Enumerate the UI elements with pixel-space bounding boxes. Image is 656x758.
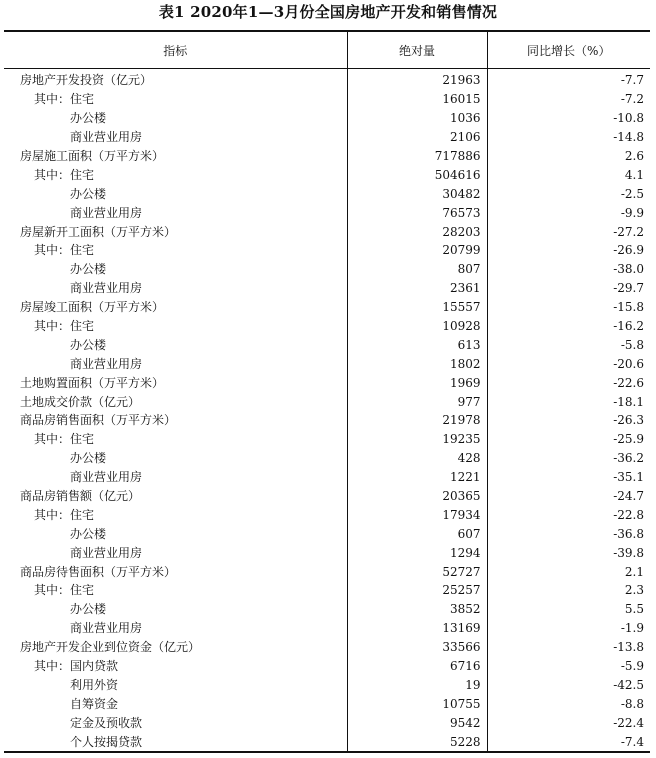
table-row — [4, 543, 650, 562]
row-indicator: 商业营业用房 — [70, 356, 143, 371]
row-indicator: 商品房销售面积（万平方米） — [20, 413, 177, 428]
row-growth: -22.4 — [487, 713, 650, 732]
row-growth: -42.5 — [487, 676, 650, 695]
row-absolute-value: 21963 — [347, 69, 487, 90]
row-absolute-value: 613 — [347, 335, 487, 354]
row-growth: -7.7 — [487, 69, 650, 90]
table-row — [4, 260, 650, 279]
row-growth: 5.5 — [487, 600, 650, 619]
row-absolute-value: 504616 — [347, 165, 487, 184]
row-growth: -26.3 — [487, 411, 650, 430]
row-growth: 2.3 — [487, 581, 650, 600]
table-row — [4, 562, 650, 581]
row-growth: -36.2 — [487, 449, 650, 468]
row-indicator: 其中：住宅 — [34, 583, 95, 598]
row-indicator: 房地产开发投资（亿元） — [20, 73, 153, 88]
row-growth: -26.9 — [487, 241, 650, 260]
row-growth: -5.8 — [487, 335, 650, 354]
row-indicator: 办公楼 — [70, 262, 107, 277]
table-row — [4, 165, 650, 184]
row-absolute-value: 9542 — [347, 713, 487, 732]
row-indicator: 办公楼 — [70, 602, 107, 617]
row-absolute-value: 21978 — [347, 411, 487, 430]
row-growth: -25.9 — [487, 430, 650, 449]
row-growth: -20.6 — [487, 354, 650, 373]
row-absolute-value: 33566 — [347, 638, 487, 657]
row-absolute-value: 717886 — [347, 147, 487, 166]
row-absolute-value: 1802 — [347, 354, 487, 373]
table-row — [4, 90, 650, 109]
table-title: 表1 2020年1—3月份全国房地产开发和销售情况 — [158, 3, 498, 21]
row-indicator: 商业营业用房 — [70, 621, 143, 636]
row-absolute-value: 10755 — [347, 694, 487, 713]
table-row — [4, 184, 650, 203]
row-absolute-value: 30482 — [347, 184, 487, 203]
row-absolute-value: 20365 — [347, 487, 487, 506]
table-row — [4, 581, 650, 600]
row-growth: -1.9 — [487, 619, 650, 638]
table-row — [4, 354, 650, 373]
row-growth: -15.8 — [487, 298, 650, 317]
row-indicator: 利用外资 — [70, 677, 119, 692]
row-absolute-value: 428 — [347, 449, 487, 468]
table-row — [4, 335, 650, 354]
row-indicator: 其中：住宅 — [34, 92, 95, 107]
table-row — [4, 147, 650, 166]
row-absolute-value: 977 — [347, 392, 487, 411]
table-row — [4, 430, 650, 449]
row-absolute-value: 2106 — [347, 128, 487, 147]
row-indicator: 办公楼 — [70, 337, 107, 352]
row-absolute-value: 17934 — [347, 505, 487, 524]
row-growth: -27.2 — [487, 222, 650, 241]
row-indicator: 房地产开发企业到位资金（亿元） — [20, 640, 201, 655]
header-row — [4, 31, 650, 69]
table-row — [4, 638, 650, 657]
row-absolute-value: 28203 — [347, 222, 487, 241]
table-row — [4, 694, 650, 713]
table-row — [4, 373, 650, 392]
row-indicator: 其中：住宅 — [34, 167, 95, 182]
table-row — [4, 619, 650, 638]
table-row — [4, 317, 650, 336]
table-row — [4, 109, 650, 128]
row-absolute-value: 19 — [347, 676, 487, 695]
row-absolute-value: 1969 — [347, 373, 487, 392]
table-row — [4, 600, 650, 619]
row-indicator: 房屋施工面积（万平方米） — [20, 149, 165, 163]
table-row — [4, 241, 650, 260]
table-row — [4, 69, 650, 90]
row-absolute-value: 25257 — [347, 581, 487, 600]
header-indicator: 指标 — [4, 31, 347, 69]
row-growth: -39.8 — [487, 543, 650, 562]
row-indicator: 商业营业用房 — [70, 130, 143, 145]
row-indicator: 商品房待售面积（万平方米） — [20, 564, 177, 579]
row-indicator: 其中：住宅 — [34, 432, 95, 447]
row-absolute-value: 16015 — [347, 90, 487, 109]
table-row — [4, 524, 650, 543]
row-indicator: 土地成交价款（亿元） — [20, 394, 141, 409]
row-indicator: 个人按揭贷款 — [4, 732, 347, 752]
table-row — [4, 449, 650, 468]
row-growth: -22.6 — [487, 373, 650, 392]
row-indicator: 商品房销售额（亿元） — [20, 489, 141, 504]
row-growth: -9.9 — [487, 203, 650, 222]
table-row — [4, 657, 650, 676]
row-absolute-value: 3852 — [347, 600, 487, 619]
table-row — [4, 128, 650, 147]
row-absolute-value: 20799 — [347, 241, 487, 260]
row-growth: -29.7 — [487, 279, 650, 298]
row-absolute-value: 5228 — [347, 732, 487, 752]
row-indicator: 房屋竣工面积（万平方米） — [20, 300, 165, 315]
row-growth: -14.8 — [487, 128, 650, 147]
row-indicator: 房屋新开工面积（万平方米） — [20, 224, 177, 239]
row-indicator: 土地购置面积（万平方米） — [20, 375, 165, 390]
row-absolute-value: 2361 — [347, 279, 487, 298]
row-growth: -13.8 — [487, 638, 650, 657]
row-absolute-value: 76573 — [347, 203, 487, 222]
row-absolute-value: 1036 — [347, 109, 487, 128]
table-row — [4, 203, 650, 222]
row-indicator: 其中：国内贷款 — [34, 659, 119, 674]
table-row — [4, 392, 650, 411]
table-row — [4, 411, 650, 430]
row-growth: -18.1 — [487, 392, 650, 411]
row-growth: -2.5 — [487, 184, 650, 203]
row-indicator: 定金及预收款 — [70, 715, 143, 730]
row-absolute-value: 6716 — [347, 657, 487, 676]
row-indicator: 商业营业用房 — [70, 470, 143, 485]
row-growth: -7.4 — [487, 732, 650, 752]
table-row — [4, 222, 650, 241]
row-absolute-value: 1294 — [347, 543, 487, 562]
table-row — [4, 468, 650, 487]
data-table — [4, 30, 650, 753]
row-indicator: 其中：住宅 — [34, 243, 95, 258]
row-growth: -24.7 — [487, 487, 650, 506]
table-header — [4, 31, 650, 69]
row-absolute-value: 13169 — [347, 619, 487, 638]
row-growth: -35.1 — [487, 468, 650, 487]
row-indicator: 办公楼 — [70, 451, 107, 466]
table-row — [4, 713, 650, 732]
row-growth: 2.6 — [487, 147, 650, 166]
table-row — [4, 676, 650, 695]
row-growth: -38.0 — [487, 260, 650, 279]
row-absolute-value: 19235 — [347, 430, 487, 449]
row-absolute-value: 15557 — [347, 298, 487, 317]
row-indicator: 商业营业用房 — [70, 545, 143, 560]
header-absolute-value: 绝对量 — [347, 31, 487, 69]
table-row — [4, 279, 650, 298]
row-growth: 2.1 — [487, 562, 650, 581]
row-absolute-value: 807 — [347, 260, 487, 279]
row-growth: -7.2 — [487, 90, 650, 109]
row-growth: 4.1 — [487, 165, 650, 184]
row-indicator: 办公楼 — [70, 186, 107, 201]
row-absolute-value: 10928 — [347, 317, 487, 336]
row-growth: -10.8 — [487, 109, 650, 128]
table-body — [4, 69, 650, 753]
row-absolute-value: 607 — [347, 524, 487, 543]
row-indicator: 其中：住宅 — [34, 507, 95, 522]
row-indicator: 其中：住宅 — [34, 319, 95, 334]
table-row — [4, 487, 650, 506]
row-absolute-value: 1221 — [347, 468, 487, 487]
row-absolute-value: 52727 — [347, 562, 487, 581]
table-row — [4, 505, 650, 524]
table-row — [4, 298, 650, 317]
row-growth: -8.8 — [487, 694, 650, 713]
table-row — [4, 732, 650, 752]
row-indicator: 商业营业用房 — [70, 205, 143, 220]
row-indicator: 商业营业用房 — [70, 281, 143, 296]
row-indicator: 办公楼 — [70, 526, 107, 541]
row-growth: -36.8 — [487, 524, 650, 543]
row-indicator: 自筹资金 — [70, 696, 119, 711]
row-growth: -5.9 — [487, 657, 650, 676]
header-growth: 同比增长（%） — [487, 31, 650, 69]
row-growth: -16.2 — [487, 317, 650, 336]
row-indicator: 办公楼 — [70, 111, 107, 126]
row-growth: -22.8 — [487, 505, 650, 524]
